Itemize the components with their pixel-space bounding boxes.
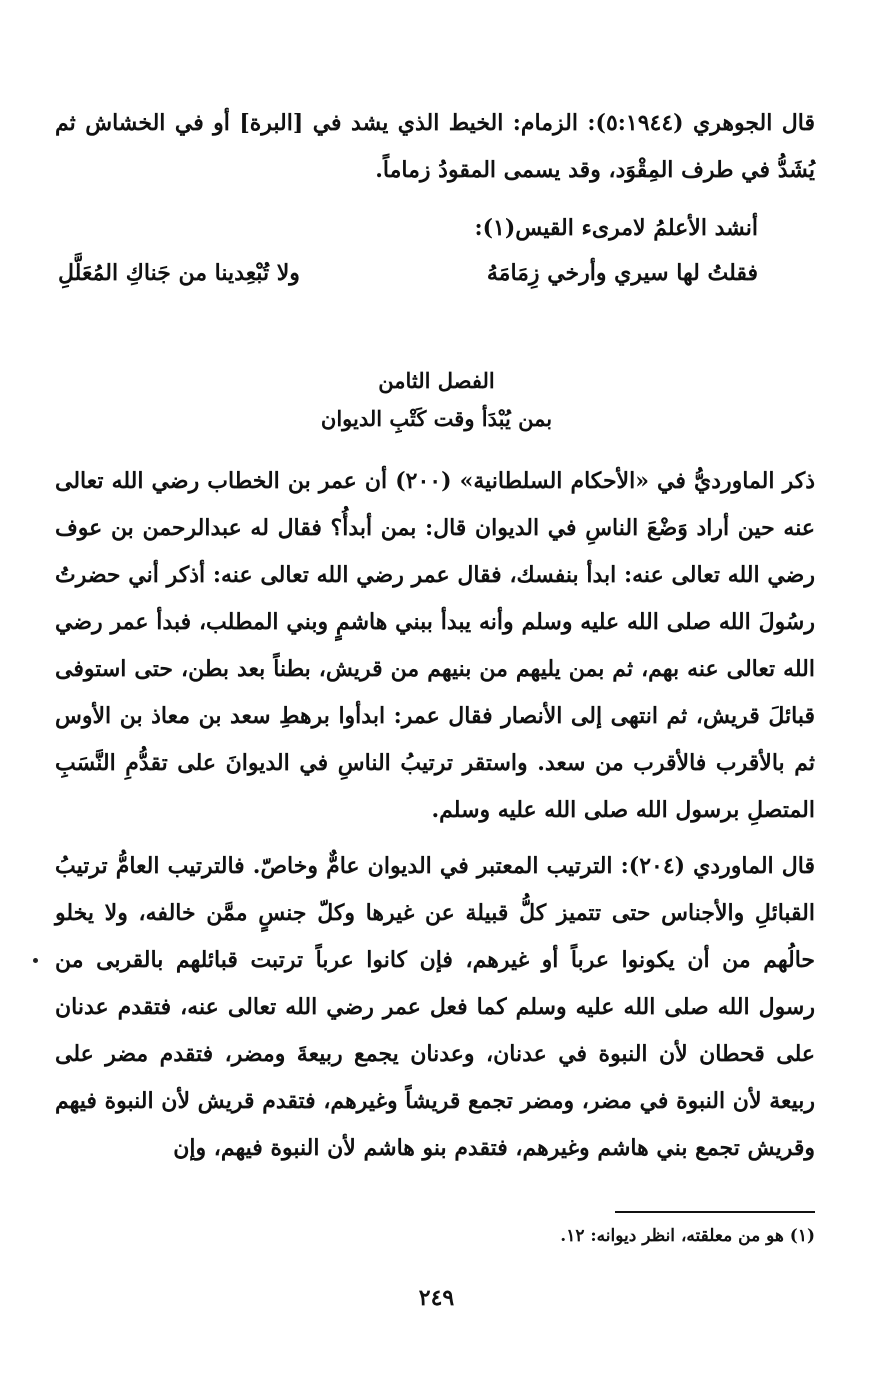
chapter-subtitle: بمن يُبْدَأ وقت كَتْبِ الديوان — [320, 406, 553, 431]
verse-first-hemistich: فقلتُ لها سيري وأرخي زِمَامَهُ — [486, 260, 758, 286]
chapter-title: الفصل الثامن — [378, 368, 495, 393]
recitation-line: أنشد الأعلمُ لامرىء القيس(١): — [474, 215, 758, 241]
verse-second-hemistich: ولا تُبْعِدينا من جَناكِ المُعَلَّلِ — [58, 260, 300, 286]
body-paragraph-2: قال الماوردي (٢٠٤): الترتيب المعتبر في الديوان عامٌّ وخاصّ. فالترتيب العامُّ ترتيبُ القبائلِ والأجناس حتى تتميز كلُّ قبيلة عن غيرها وكلّ جنسٍ ممَّن خالفه، ولا يخلو حالُهم من أن يكونوا عرباً أو غيرهم، فإن كانوا عرباً ترتبت قبائلهم بالقربى من رسول الله صلى الله عليه وسلم كما فعل عمر رضي الله تعالى عنه، فتقدم عدنان على قحطان لأن النبوة في عدنان، وعدنان يجمع ربيعةَ ومضر، فتقدم مضر على ربيعة لأن النبوة في مضر، ومضر تجمع قريشاً وغيرهم، فتقدم قريش لأن النبوة فيهم وقريش تجمع بني هاشم وغيرهم، فتقدم بنو هاشم لأن النبوة فيهم، وإن — [55, 853, 815, 1161]
intro-paragraph: قال الجوهري (٥:١٩٤٤): الزمام: الخيط الذي يشد في [البرة] أو في الخشاش ثم يُشَدُّ في طرف المِقْوَد، وقد يسمى المقودُ زماماً. — [55, 110, 815, 183]
body-paragraph-1: ذكر الماورديُّ في «الأحكام السلطانية» (٢٠٠) أن عمر بن الخطاب رضي الله تعالى عنه حين أراد وَضْعَ الناسِ في الديوان قال: بمن أبدأُ؟ فقال له عبدالرحمن بن عوف رضي الله تعالى عنه: ابدأ بنفسك، فقال عمر رضي الله تعالى عنه: أذكر أني حضرتُ رسُولَ الله صلى الله عليه وسلم وأنه يبدأ ببني هاشمٍ وبني المطلب، فبدأ عمر رضي الله تعالى عنه بهم، ثم بمن يليهم من بنيهم من قريش، بطناً بعد بطن، حتى استوفى قبائلَ قريش، ثم انتهى إلى الأنصار فقال عمر: ابدأوا برهطِ سعد بن معاذ بن الأوس ثم بالأقرب فالأقرب من سعد. واستقر ترتيبُ الناسِ في الديوانَ على تقدُّمِ النَّسَبِ المتصلِ برسول الله صلى الله عليه وسلم. — [55, 468, 815, 823]
page-number: ٢٤٩ — [418, 1285, 455, 1311]
poetry-verse — [58, 250, 758, 297]
chapter-heading — [0, 362, 873, 438]
margin-dot — [33, 958, 38, 963]
footnote-divider — [615, 1211, 815, 1213]
footnote: (١) هو من معلقته، انظر ديوانه: ١٢. — [560, 1226, 815, 1246]
